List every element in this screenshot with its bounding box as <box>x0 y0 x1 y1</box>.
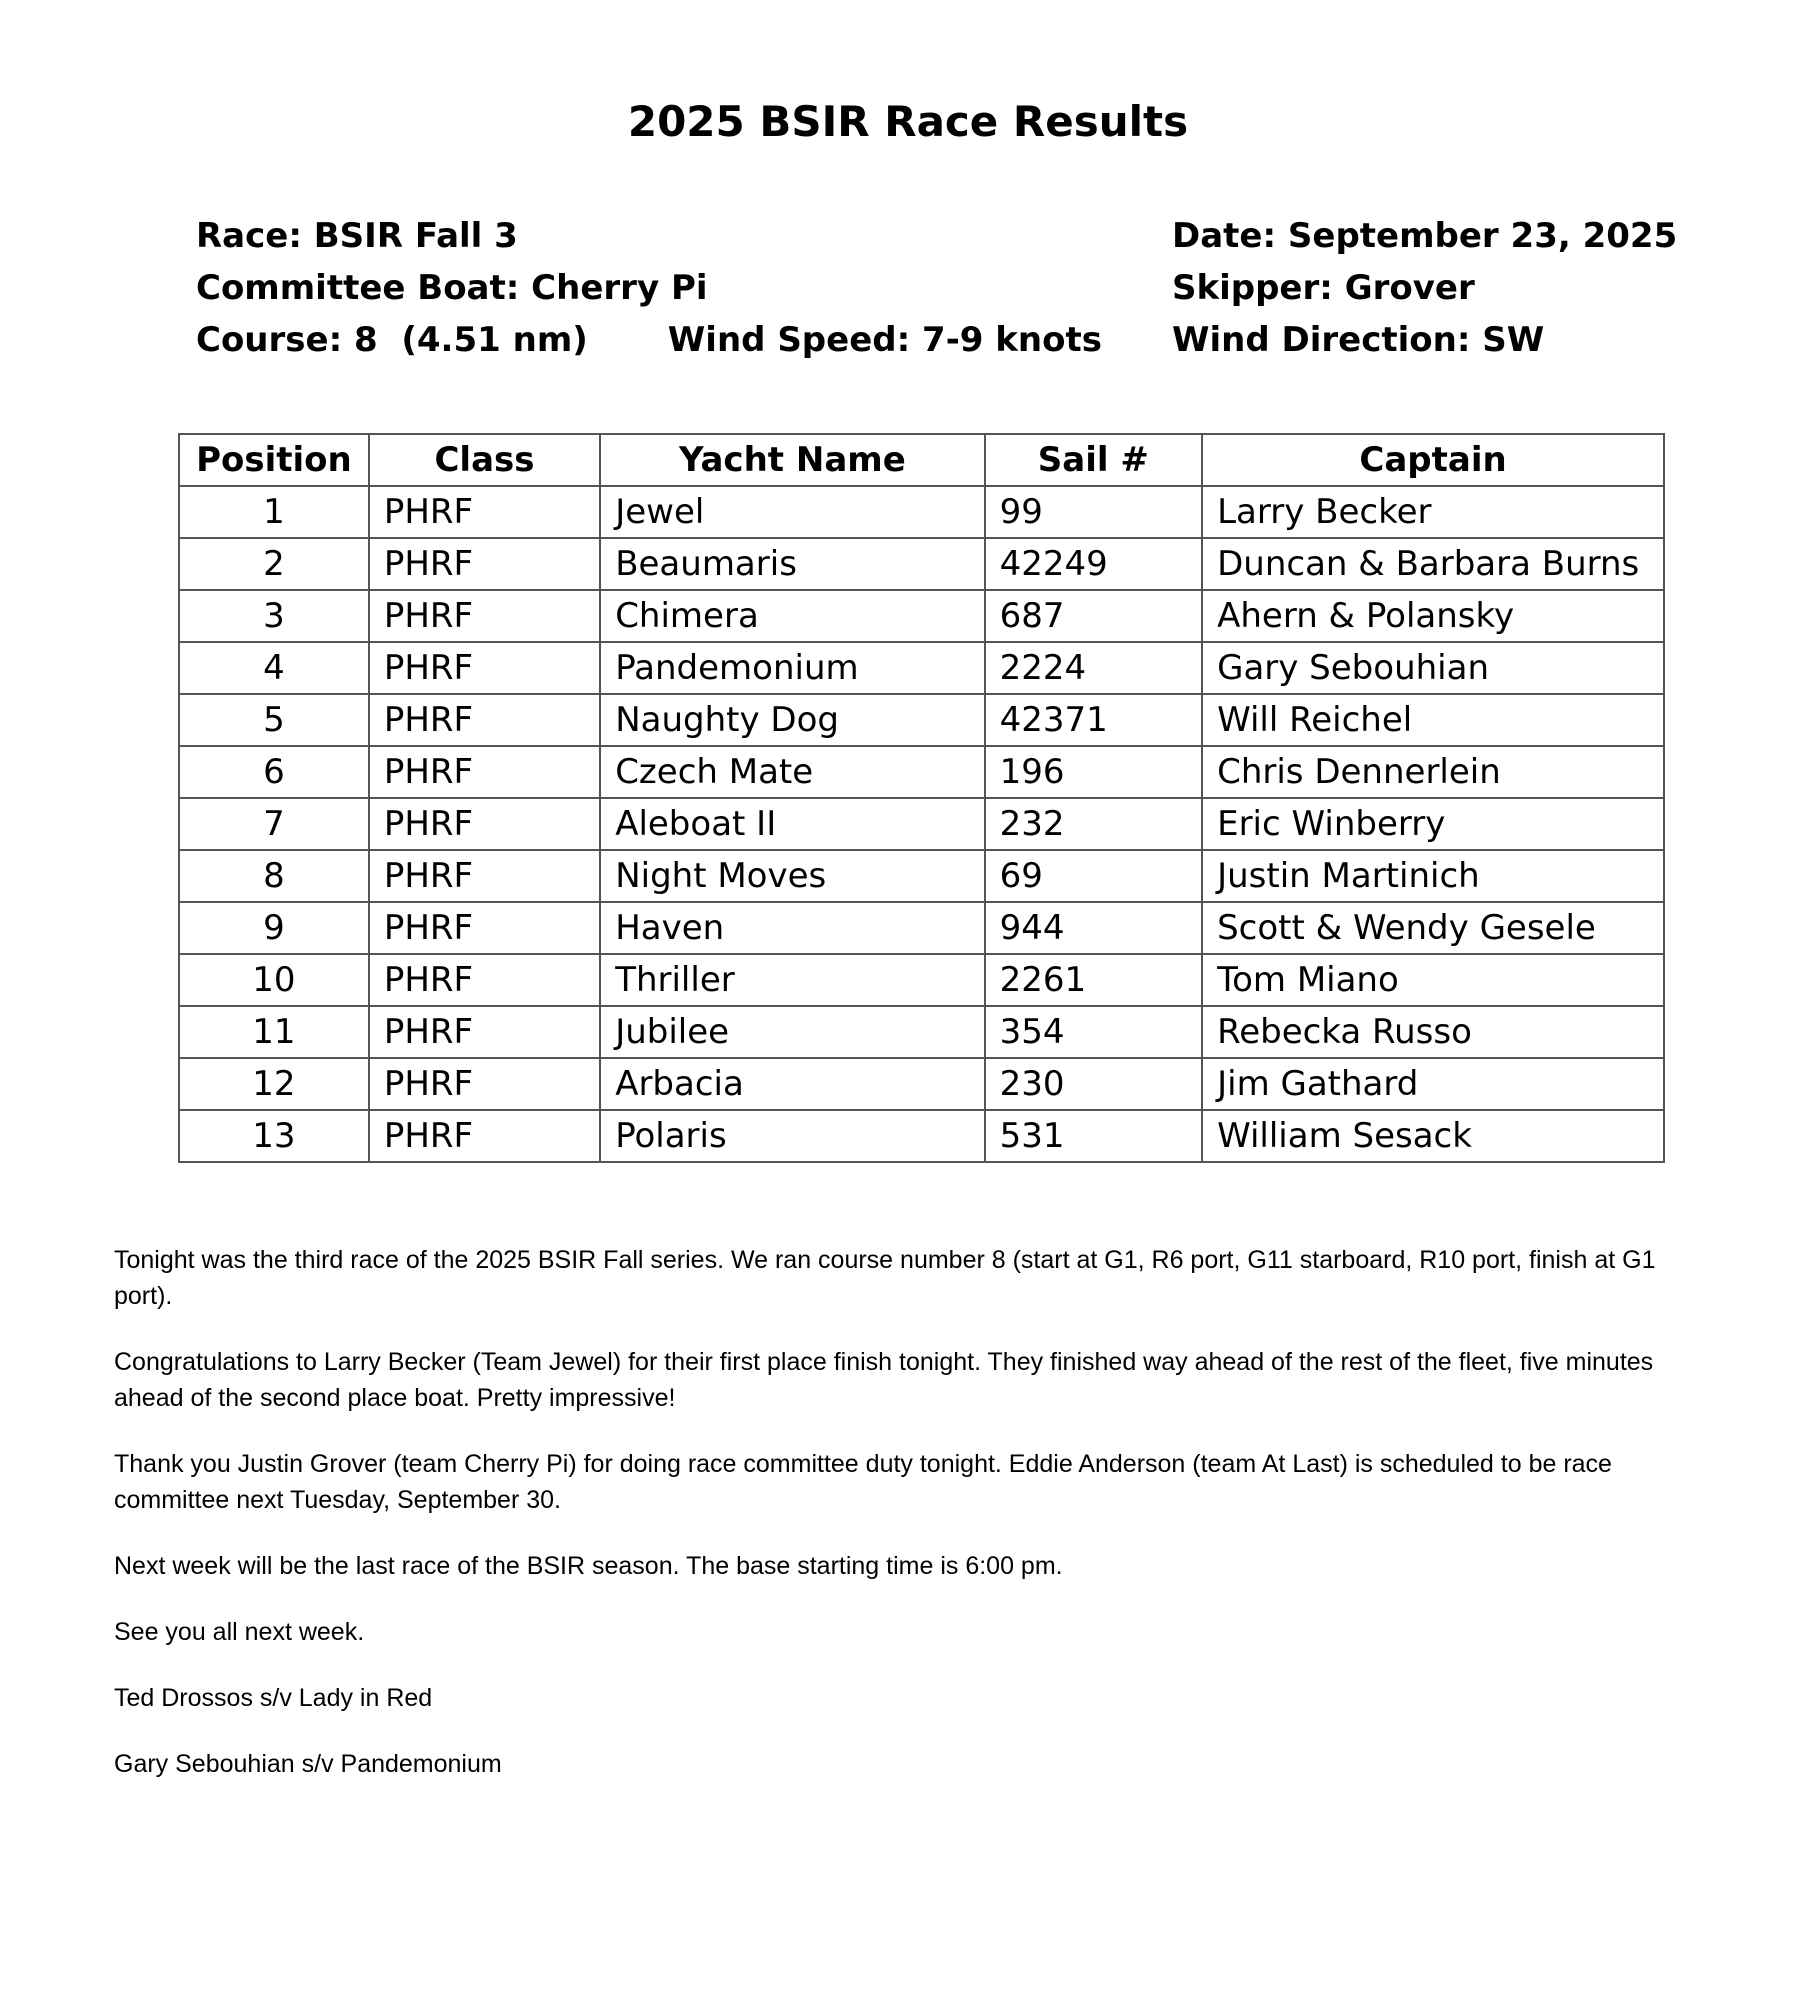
captain-cell: Tom Miano <box>1202 954 1664 1006</box>
table-row <box>179 798 1664 850</box>
note-paragraph: Congratulations to Larry Becker (Team Jewel) for their first place finish tonight. They finished way ahead of the rest of the fleet, five minutes ahead of the second place boat. Pretty impressive! <box>114 1348 1654 1412</box>
yacht-name-cell: Pandemonium <box>600 642 984 694</box>
yacht-name-cell: Jubilee <box>600 1006 984 1058</box>
class-cell: PHRF <box>369 694 600 746</box>
position-cell: 8 <box>179 850 369 902</box>
captain-cell: Rebecka Russo <box>1202 1006 1664 1058</box>
captain-cell: Larry Becker <box>1202 486 1664 538</box>
race-date: Date: September 23, 2025 <box>1172 216 1678 256</box>
sail-number-cell: 42249 <box>985 538 1203 590</box>
race-info-right <box>1172 210 1677 366</box>
position-cell: 9 <box>179 902 369 954</box>
table-row <box>179 746 1664 798</box>
header-sail-number: Sail # <box>985 434 1203 486</box>
class-cell: PHRF <box>369 1110 600 1162</box>
sail-number-cell: 2261 <box>985 954 1203 1006</box>
position-cell: 10 <box>179 954 369 1006</box>
sail-number-cell: 42371 <box>985 694 1203 746</box>
captain-cell: Will Reichel <box>1202 694 1664 746</box>
position-cell: 11 <box>179 1006 369 1058</box>
results-body <box>179 486 1664 1162</box>
class-cell: PHRF <box>369 486 600 538</box>
class-cell: PHRF <box>369 1006 600 1058</box>
sail-number-cell: 69 <box>985 850 1203 902</box>
position-cell: 7 <box>179 798 369 850</box>
table-row <box>179 902 1664 954</box>
class-cell: PHRF <box>369 590 600 642</box>
position-cell: 5 <box>179 694 369 746</box>
yacht-name-cell: Haven <box>600 902 984 954</box>
captain-cell: Chris Dennerlein <box>1202 746 1664 798</box>
table-row <box>179 486 1664 538</box>
table-row <box>179 590 1664 642</box>
class-cell: PHRF <box>369 798 600 850</box>
course: Course: 8 (4.51 nm) <box>196 320 588 360</box>
course-and-wind-speed <box>196 314 1102 366</box>
sail-number-cell: 944 <box>985 902 1203 954</box>
class-cell: PHRF <box>369 746 600 798</box>
note-paragraph: Ted Drossos s/v Lady in Red <box>114 1684 433 1712</box>
sail-number-cell: 354 <box>985 1006 1203 1058</box>
race-info-left <box>196 210 1102 366</box>
skipper: Skipper: Grover <box>1172 268 1475 308</box>
table-row <box>179 694 1664 746</box>
yacht-name-cell: Beaumaris <box>600 538 984 590</box>
captain-cell: Duncan & Barbara Burns <box>1202 538 1664 590</box>
yacht-name-cell: Czech Mate <box>600 746 984 798</box>
captain-cell: Jim Gathard <box>1202 1058 1664 1110</box>
table-row <box>179 1110 1664 1162</box>
table-row <box>179 954 1664 1006</box>
class-cell: PHRF <box>369 538 600 590</box>
position-cell: 1 <box>179 486 369 538</box>
race-name: Race: BSIR Fall 3 <box>196 216 518 256</box>
yacht-name-cell: Arbacia <box>600 1058 984 1110</box>
race-notes <box>114 1242 1714 1812</box>
class-cell: PHRF <box>369 642 600 694</box>
note-paragraph: Tonight was the third race of the 2025 BSIR Fall series. We ran course number 8 (start at G1, R6 port, G11 starboard, R10 port, finish at G1 port). <box>114 1246 1656 1310</box>
table-row <box>179 850 1664 902</box>
position-cell: 6 <box>179 746 369 798</box>
note-paragraph: Thank you Justin Grover (team Cherry Pi) for doing race committee duty tonight. Eddie Anderson (team At Last) is scheduled to be race committee next Tuesday, September 30. <box>114 1450 1612 1514</box>
note-paragraph: Next week will be the last race of the BSIR season. The base starting time is 6:00 pm. <box>114 1552 1063 1580</box>
yacht-name-cell: Thriller <box>600 954 984 1006</box>
results-table <box>178 433 1665 1163</box>
captain-cell: Ahern & Polansky <box>1202 590 1664 642</box>
header-class: Class <box>369 434 600 486</box>
position-cell: 2 <box>179 538 369 590</box>
sail-number-cell: 531 <box>985 1110 1203 1162</box>
captain-cell: Justin Martinich <box>1202 850 1664 902</box>
header-captain: Captain <box>1202 434 1664 486</box>
yacht-name-cell: Naughty Dog <box>600 694 984 746</box>
sail-number-cell: 196 <box>985 746 1203 798</box>
header-position: Position <box>179 434 369 486</box>
note-paragraph: Gary Sebouhian s/v Pandemonium <box>114 1750 502 1778</box>
yacht-name-cell: Jewel <box>600 486 984 538</box>
captain-cell: Eric Winberry <box>1202 798 1664 850</box>
yacht-name-cell: Aleboat II <box>600 798 984 850</box>
table-row <box>179 1006 1664 1058</box>
note-paragraph: See you all next week. <box>114 1618 365 1646</box>
class-cell: PHRF <box>369 902 600 954</box>
table-row <box>179 1058 1664 1110</box>
header-yacht-name: Yacht Name <box>600 434 984 486</box>
sail-number-cell: 232 <box>985 798 1203 850</box>
position-cell: 3 <box>179 590 369 642</box>
class-cell: PHRF <box>369 954 600 1006</box>
captain-cell: Scott & Wendy Gesele <box>1202 902 1664 954</box>
position-cell: 4 <box>179 642 369 694</box>
yacht-name-cell: Night Moves <box>600 850 984 902</box>
table-row <box>179 538 1664 590</box>
yacht-name-cell: Chimera <box>600 590 984 642</box>
class-cell: PHRF <box>369 850 600 902</box>
position-cell: 12 <box>179 1058 369 1110</box>
yacht-name-cell: Polaris <box>600 1110 984 1162</box>
captain-cell: William Sesack <box>1202 1110 1664 1162</box>
captain-cell: Gary Sebouhian <box>1202 642 1664 694</box>
sail-number-cell: 230 <box>985 1058 1203 1110</box>
wind-speed: Wind Speed: 7-9 knots <box>667 320 1102 360</box>
position-cell: 13 <box>179 1110 369 1162</box>
wind-direction: Wind Direction: SW <box>1172 320 1545 360</box>
table-row <box>179 642 1664 694</box>
sail-number-cell: 99 <box>985 486 1203 538</box>
page-title: 2025 BSIR Race Results <box>627 97 1189 146</box>
class-cell: PHRF <box>369 1058 600 1110</box>
sail-number-cell: 687 <box>985 590 1203 642</box>
sail-number-cell: 2224 <box>985 642 1203 694</box>
committee-boat: Committee Boat: Cherry Pi <box>196 268 708 308</box>
table-header-row <box>179 434 1664 486</box>
